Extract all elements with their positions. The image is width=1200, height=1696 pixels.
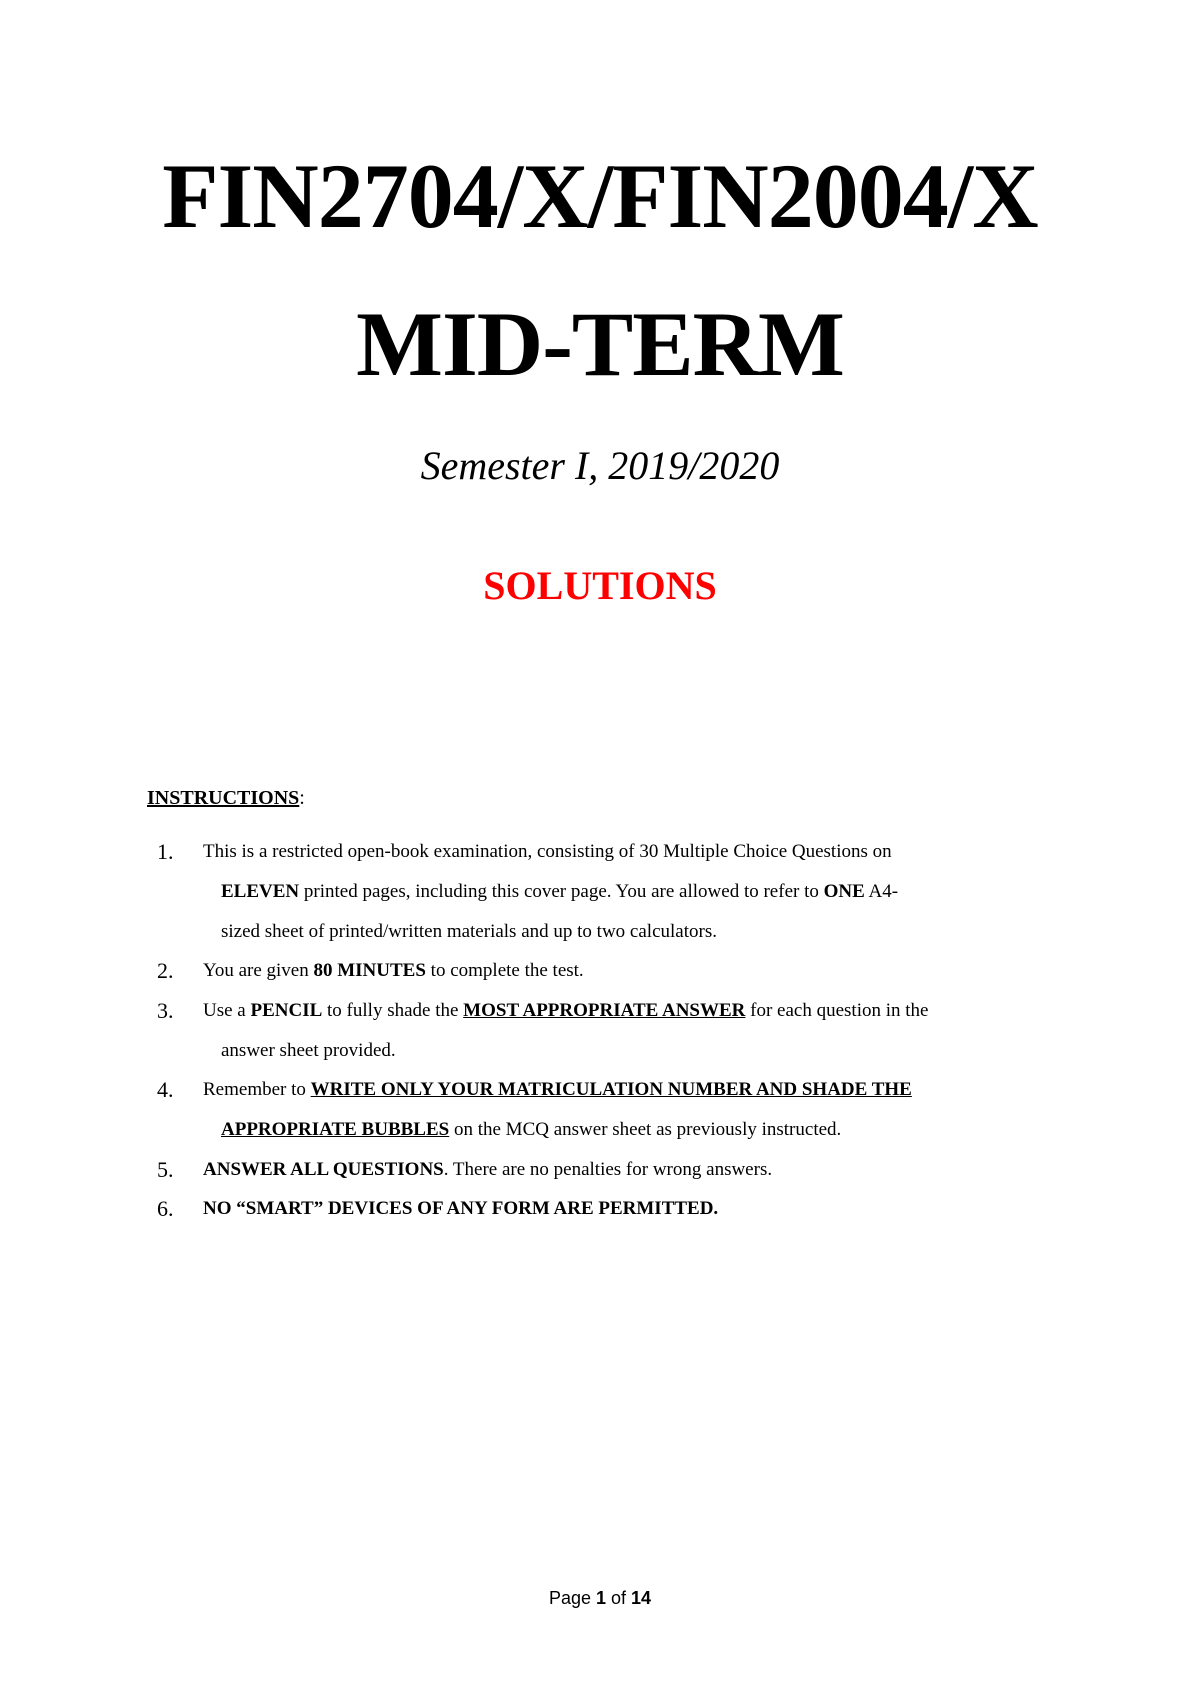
semester-subtitle: Semester I, 2019/2020: [420, 443, 780, 488]
plain-text: A4-: [864, 881, 899, 902]
page-total: 14: [631, 1588, 652, 1608]
instruction-text-line: sized sheet of printed/written materials and up to two calculators.: [221, 921, 717, 942]
instruction-text-line: [203, 991, 929, 1031]
instruction-text-line: This is a restricted open-book examination, consisting of 30 Multiple Choice Questions on: [203, 841, 892, 862]
bold-text: ANSWER ALL QUESTIONS: [203, 1159, 444, 1180]
instruction-number: 1.: [157, 839, 174, 864]
page-word: Page: [548, 1588, 596, 1608]
plain-text: for each question in the: [745, 1000, 929, 1021]
bold-text: ONE: [823, 881, 865, 902]
page-current: 1: [595, 1588, 606, 1608]
plain-text: Remember to: [203, 1079, 311, 1100]
plain-text: to fully shade the: [322, 1000, 464, 1021]
of-word: of: [606, 1588, 632, 1608]
instructions-heading-colon: :: [299, 787, 305, 809]
plain-text: . There are no penalties for wrong answers.: [443, 1159, 773, 1180]
instruction-text-line: [203, 1070, 912, 1110]
bold-text: ELEVEN: [221, 881, 300, 902]
plain-text: on the MCQ answer sheet as previously instructed.: [449, 1119, 842, 1140]
instruction-number: 5.: [157, 1157, 174, 1182]
instruction-text-line: answer sheet provided.: [221, 1040, 396, 1061]
instruction-number: 3.: [157, 998, 174, 1023]
plain-text: You are given: [203, 960, 314, 981]
instructions-heading-text: INSTRUCTIONS: [147, 787, 300, 809]
plain-text: printed pages, including this cover page. You are allowed to refer to: [299, 881, 824, 902]
solutions-label: SOLUTIONS: [483, 563, 717, 608]
instruction-number: 2.: [157, 958, 174, 983]
exam-type-title: MID-TERM: [356, 293, 844, 395]
course-code-title: FIN2704/X/FIN2004/X: [162, 145, 1038, 247]
bold-text: PENCIL: [250, 1000, 323, 1021]
bold-underlined-text: WRITE ONLY YOUR MATRICULATION NUMBER AND SHADE THE: [310, 1079, 912, 1100]
page-footer: [0, 1589, 1200, 1607]
instruction-text-line: NO “SMART” DEVICES OF ANY FORM ARE PERMITTED.: [203, 1198, 719, 1219]
instruction-number: 4.: [157, 1077, 174, 1102]
instruction-text-line: [203, 951, 584, 991]
instruction-text-line: [221, 1110, 841, 1150]
instruction-number: 6.: [157, 1196, 174, 1221]
bold-text: 80 MINUTES: [313, 960, 426, 981]
instruction-text-line: [221, 872, 898, 912]
bold-underlined-text: MOST APPROPRIATE ANSWER: [463, 1000, 746, 1021]
instructions-heading: [147, 788, 305, 808]
instruction-text-line: [203, 1150, 772, 1190]
bold-underlined-text: APPROPRIATE BUBBLES: [221, 1119, 450, 1140]
plain-text: to complete the test.: [425, 960, 584, 981]
plain-text: Use a: [203, 1000, 251, 1021]
